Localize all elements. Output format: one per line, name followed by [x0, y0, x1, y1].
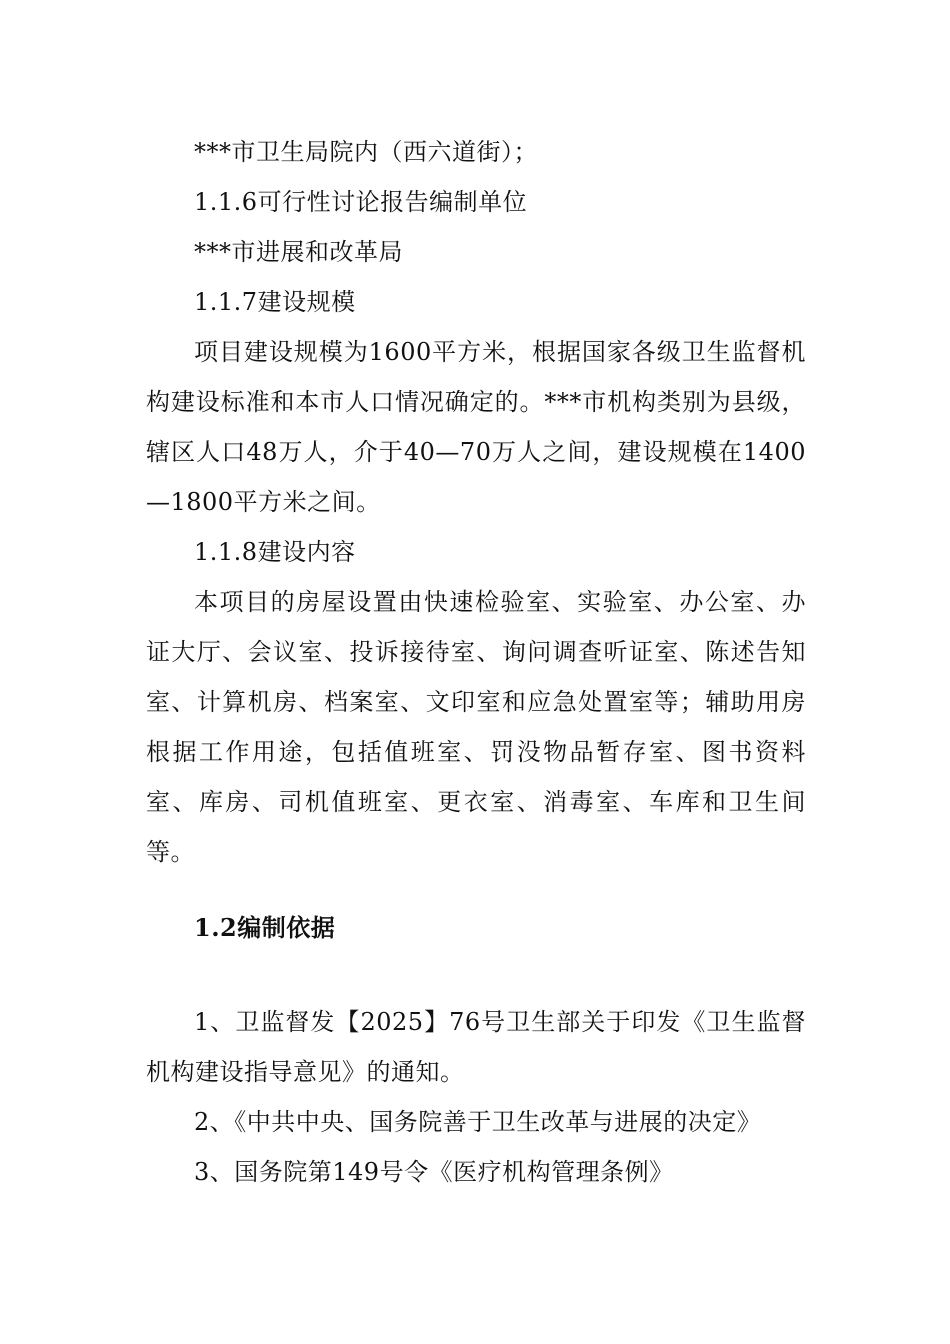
compiling-unit-line: ***市进展和改革局	[194, 238, 403, 266]
section-1-1-8-heading: 1.1.8建设内容	[194, 538, 356, 566]
basis-item-1: 1、卫监督发【2025】76号卫生部关于印发《卫生监督机构建设指导意见》的通知。	[146, 1008, 806, 1086]
location-line: ***市卫生局院内（西六道街）；	[194, 138, 538, 166]
document-body	[146, 127, 806, 1197]
section-1-1-7-heading: 1.1.7建设规模	[194, 288, 356, 316]
basis-item-2: 2、《中共中央、国务院善于卫生改革与进展的决定》	[194, 1108, 762, 1136]
construction-content-paragraph: 本项目的房屋设置由快速检验室、实验室、办公室、办证大厅、会议室、投诉接待室、询问调查听证室、陈述告知室、计算机房、档案室、文印室和应急处置室等；辅助用房根据工作用途，包括值班室、罚没物品暂存室、图书资料室、库房、司机值班室、更衣室、消毒室、车库和卫生间等。	[146, 588, 806, 866]
section-1-1-6-heading: 1.1.6可行性讨论报告编制单位	[194, 188, 528, 216]
construction-scale-paragraph: 项目建设规模为1600平方米，根据国家各级卫生监督机构建设标准和本市人口情况确定的。***市机构类别为县级，辖区人口48万人，介于40—70万人之间，建设规模在1400—1800平方米之间。	[146, 338, 806, 516]
basis-item-3: 3、国务院第149号令《医疗机构管理条例》	[194, 1158, 674, 1186]
section-1-2-heading: 1.2编制依据	[194, 913, 336, 942]
